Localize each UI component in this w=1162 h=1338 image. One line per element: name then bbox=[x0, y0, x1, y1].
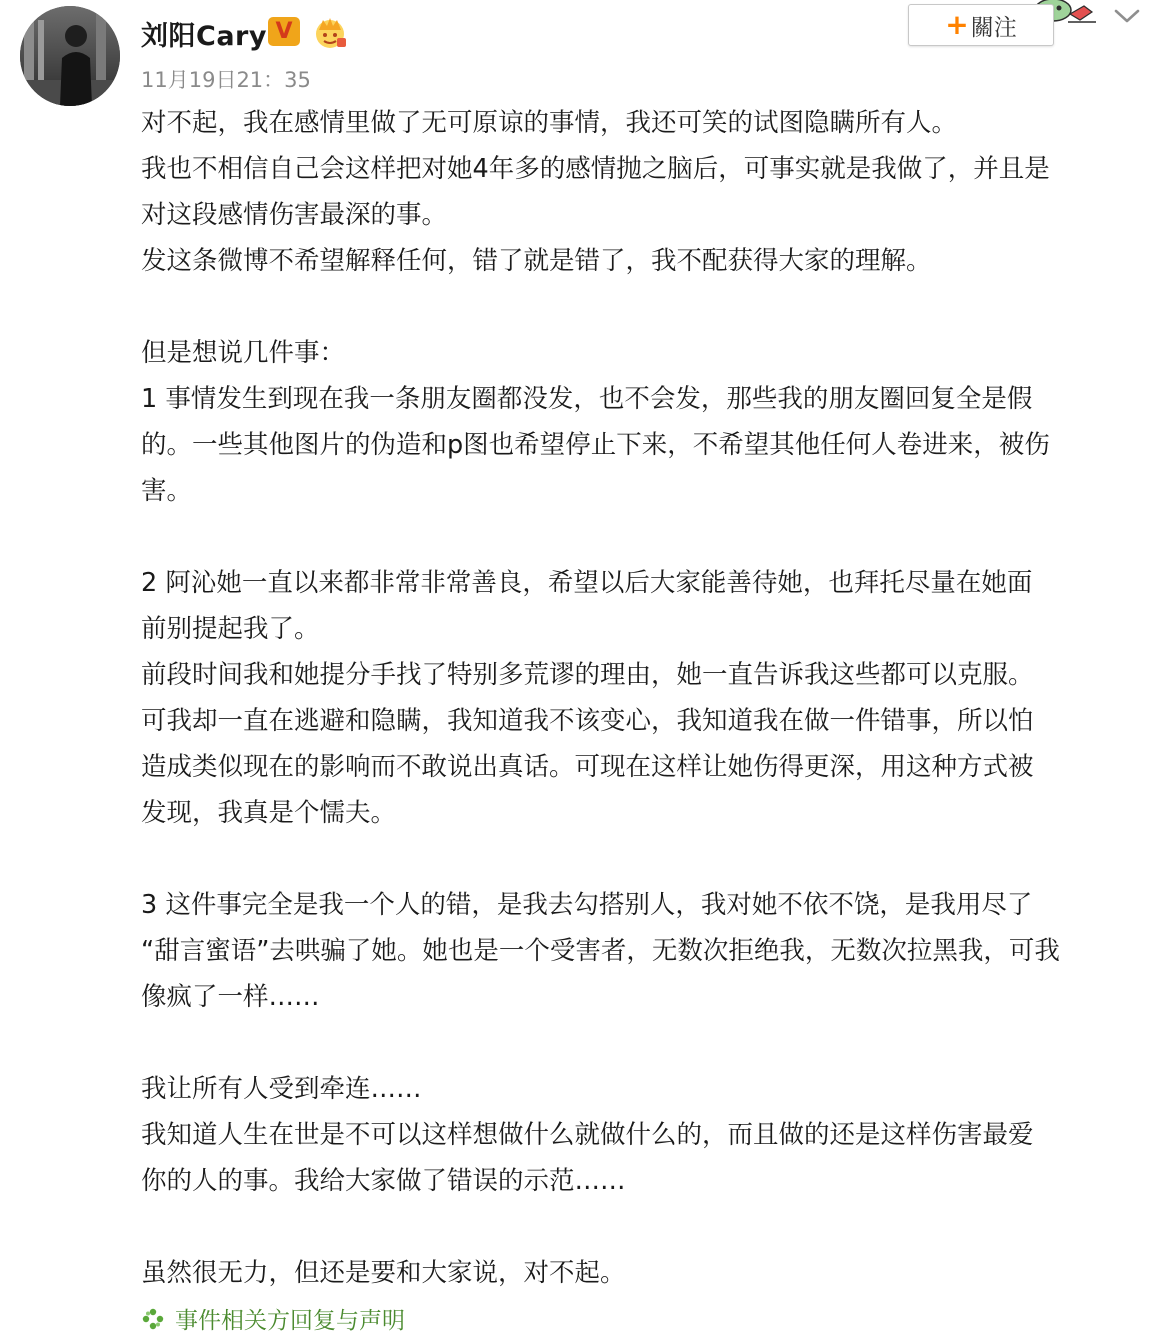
topic-link[interactable] bbox=[141, 1302, 405, 1335]
post-body bbox=[141, 100, 1151, 1296]
follow-button[interactable] bbox=[908, 4, 1054, 46]
post-line: 1 事情发生到现在我一条朋友圈都没发，也不会发，那些我的朋友圈回复全是假 bbox=[141, 384, 1033, 414]
paragraph-gap bbox=[141, 1204, 1151, 1250]
post-line: 像疯了一样…… bbox=[141, 982, 320, 1012]
post-line: 我也不相信自己会这样把对她4年多的感情抛之脑后，可事实就是我做了，并且是 bbox=[141, 154, 1050, 184]
post-line: 对不起，我在感情里做了无可原谅的事情，我还可笑的试图隐瞒所有人。 bbox=[141, 108, 958, 138]
follow-label: 關注 bbox=[970, 14, 1017, 41]
crown-icon bbox=[312, 14, 348, 50]
post-line: 2 阿沁她一直以来都非常非常善良，希望以后大家能善待她，也拜托尽量在她面 bbox=[141, 568, 1033, 598]
post-line: 的。一些其他图片的伪造和p图也希望停止下来，不希望其他任何人卷进来，被伤 bbox=[141, 430, 1050, 460]
verified-badge-icon: V bbox=[268, 17, 300, 46]
paragraph-gap bbox=[141, 1020, 1151, 1066]
post-line: 你的人的事。我给大家做了错误的示范…… bbox=[141, 1166, 626, 1196]
post-line: 我知道人生在世是不可以这样想做什么就做什么的，而且做的还是这样伤害最爱 bbox=[141, 1120, 1034, 1150]
post-line: 3 这件事完全是我一个人的错，是我去勾搭别人，我对她不依不饶，是我用尽了 bbox=[141, 890, 1033, 920]
topic-link-label: 事件相关方回复与声明 bbox=[175, 1308, 405, 1334]
post-line: 我让所有人受到牵连…… bbox=[141, 1074, 422, 1104]
chevron-down-icon[interactable] bbox=[1112, 6, 1142, 26]
post-line: 可我却一直在逃避和隐瞒，我知道我不该变心，我知道我在做一件错事，所以怕 bbox=[141, 706, 1034, 736]
post-line: 虽然很无力，但还是要和大家说，对不起。 bbox=[141, 1258, 626, 1288]
post-line: 发这条微博不希望解释任何，错了就是错了，我不配获得大家的理解。 bbox=[141, 246, 932, 276]
post-line: 发现，我真是个懦夫。 bbox=[141, 798, 397, 828]
avatar[interactable] bbox=[20, 6, 120, 106]
post-line: 前别提起我了。 bbox=[141, 614, 320, 644]
topic-icon bbox=[141, 1307, 165, 1331]
post-line: 造成类似现在的影响而不敢说出真话。可现在这样让她伤得更深，用这种方式被 bbox=[141, 752, 1034, 782]
post-timestamp[interactable]: 11月19日21：35 bbox=[141, 68, 311, 92]
post-line: 但是想说几件事： bbox=[141, 338, 346, 368]
post-line: “甜言蜜语”去哄骗了她。她也是一个受害者，无数次拒绝我，无数次拉黑我，可我 bbox=[141, 936, 1060, 966]
paragraph-gap bbox=[141, 284, 1151, 330]
post-line: 害。 bbox=[141, 476, 193, 506]
author-name[interactable]: 刘阳Cary bbox=[141, 21, 267, 52]
paragraph-gap bbox=[141, 836, 1151, 882]
paragraph-gap bbox=[141, 514, 1151, 560]
plus-icon: + bbox=[945, 8, 969, 41]
post-line: 对这段感情伤害最深的事。 bbox=[141, 200, 448, 230]
post-line: 前段时间我和她提分手找了特别多荒谬的理由，她一直告诉我这些都可以克服。 bbox=[141, 660, 1034, 690]
